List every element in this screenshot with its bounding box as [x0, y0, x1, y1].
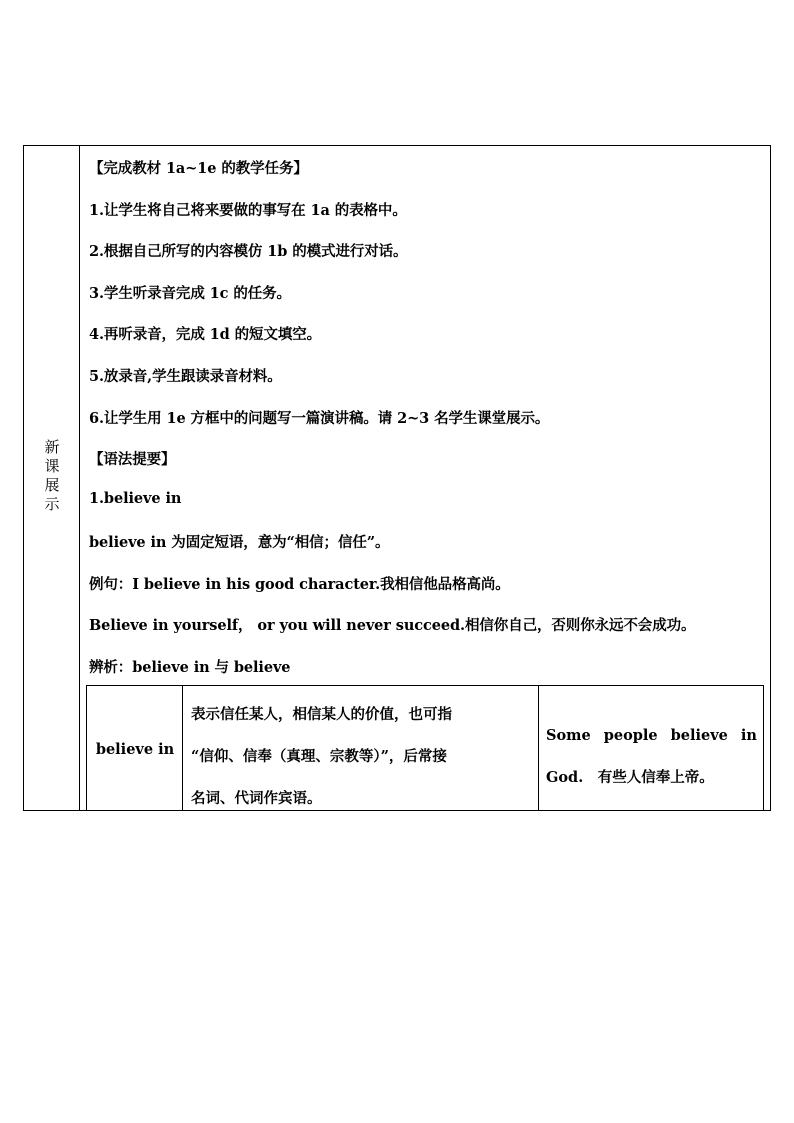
lesson-table — [23, 145, 771, 811]
section-label-char: 课 — [44, 457, 60, 475]
example-word: in — [740, 727, 757, 744]
example-sentence-1: 例句：I believe in his good character.我相信他品格高尚。 — [89, 576, 510, 593]
comparison-description — [191, 694, 532, 820]
comparison-heading: 辨析：believe in 与 believe — [89, 659, 291, 676]
comparison-example-cell — [539, 686, 763, 810]
comparison-term-cell — [87, 686, 183, 810]
task-step-4: 4.再听录音，完成 1d 的短文填空。 — [89, 326, 322, 343]
grammar-point-title: 1.believe in — [89, 490, 182, 507]
comparison-example — [546, 715, 757, 799]
task-step-6: 6.让学生用 1e 方框中的问题写一篇演讲稿。请 2~3 名学生课堂展示。 — [89, 410, 550, 427]
description-line: “信仰、信奉（真理、宗教等）”，后常接 — [191, 748, 447, 765]
task-heading: 【完成教材 1a~1e 的教学任务】 — [89, 160, 308, 177]
section-label — [24, 438, 80, 514]
grammar-definition: believe in 为固定短语，意为“相信；信任”。 — [89, 534, 390, 551]
description-line: 表示信任某人，相信某人的价值，也可指 — [191, 706, 452, 723]
description-line: 名词、代词作宾语。 — [191, 790, 322, 807]
section-label-char: 示 — [44, 495, 60, 513]
example-line-1 — [546, 715, 757, 757]
task-step-5: 5.放录音,学生跟读录音材料。 — [89, 368, 282, 385]
section-label-cell — [24, 146, 80, 810]
comparison-table — [86, 685, 764, 811]
example-line-2: God. 有些人信奉上帝。 — [546, 769, 714, 786]
grammar-heading: 【语法提要】 — [89, 451, 176, 468]
example-word: Some — [546, 727, 591, 744]
example-sentence-2: Believe in yourself， or you will never succeed.相信你自己，否则你永远不会成功。 — [89, 617, 696, 634]
section-label-char: 新 — [44, 438, 60, 456]
example-word: people — [603, 727, 658, 744]
task-step-1: 1.让学生将自己将来要做的事写在 1a 的表格中。 — [89, 202, 407, 219]
comparison-description-cell — [183, 686, 539, 810]
task-step-2: 2.根据自己所写的内容模仿 1b 的模式进行对话。 — [89, 243, 408, 260]
comparison-term: believe in — [95, 741, 175, 758]
section-label-char: 展 — [44, 476, 60, 494]
example-word: believe — [670, 727, 728, 744]
task-step-3: 3.学生听录音完成 1c 的任务。 — [89, 285, 291, 302]
